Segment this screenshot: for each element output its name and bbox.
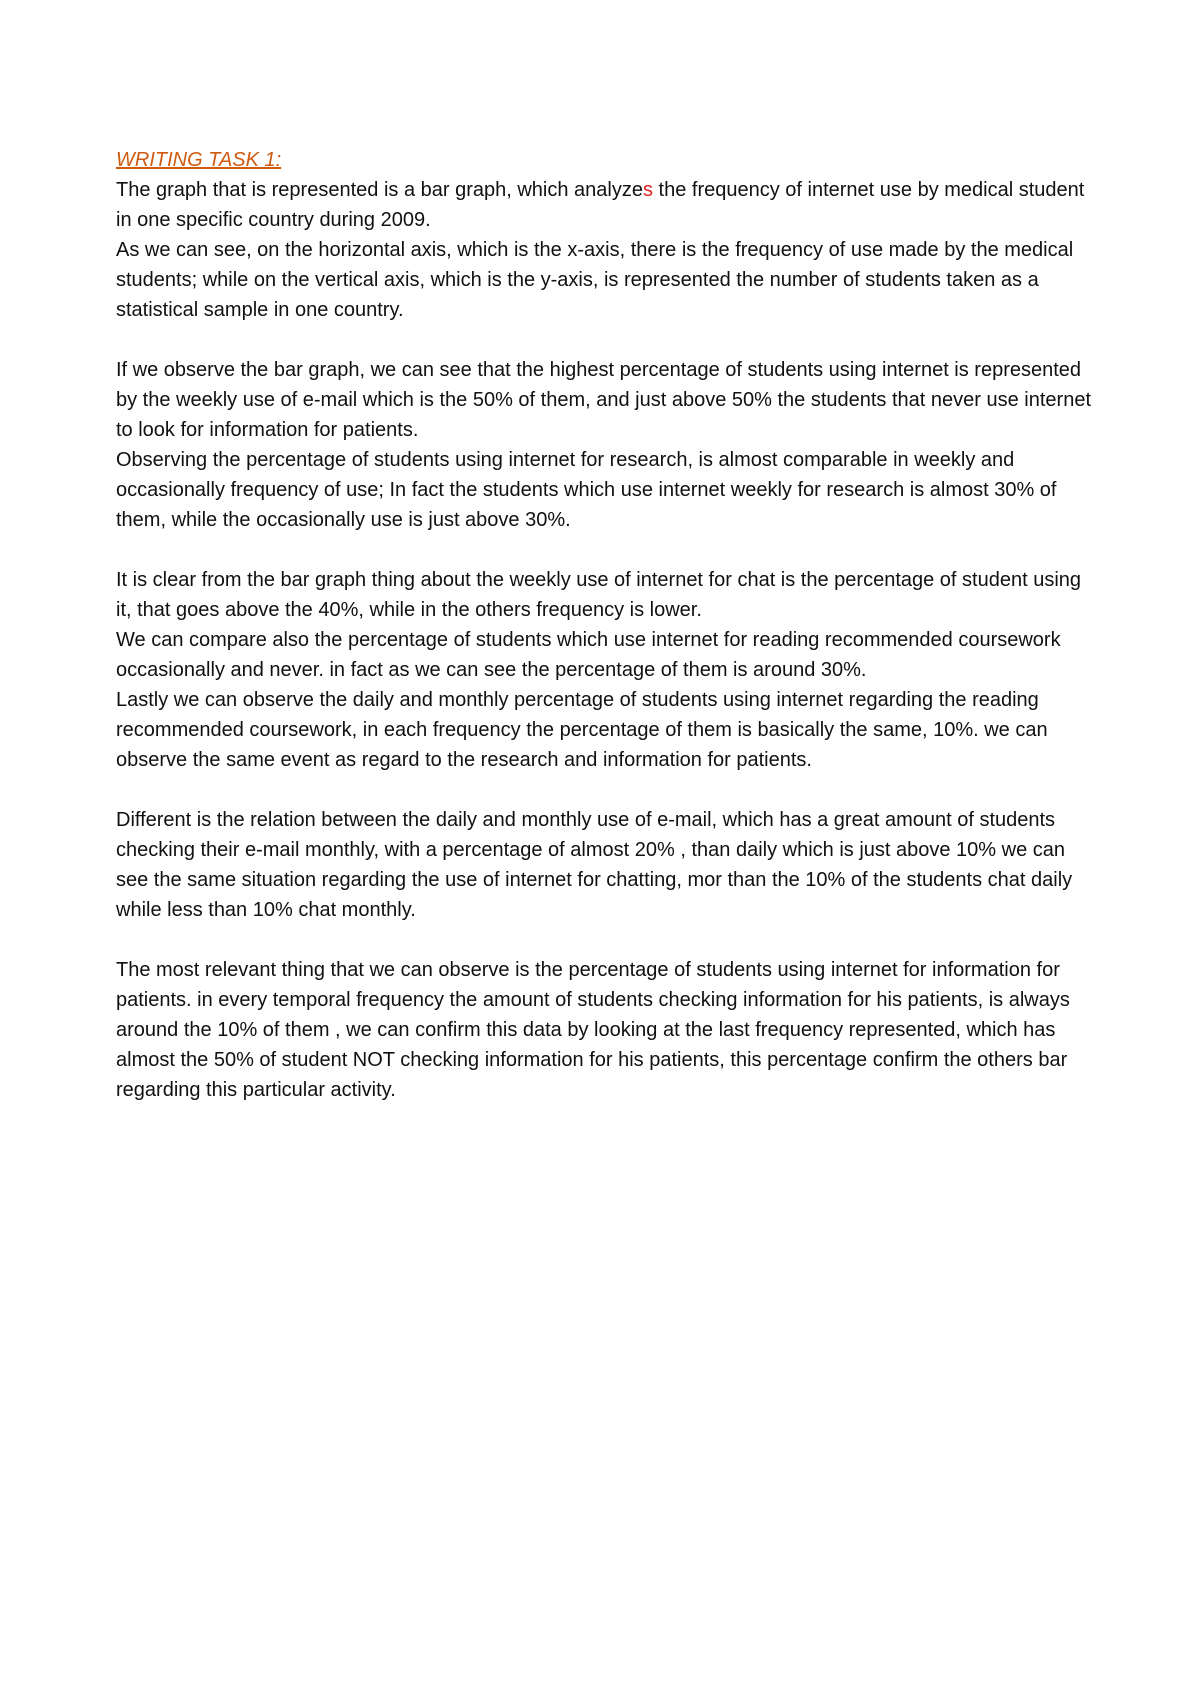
paragraph-intro-part-a: The graph that is represented is a bar graph, which analyze — [116, 179, 643, 201]
paragraph-highest-percentage: If we observe the bar graph, we can see that the highest percentage of students using internet is represented by the weekly use of e-mail which is the 50% of them, and just above 50% the students that never use internet to look for information for patients. — [116, 359, 1091, 441]
paragraph-email-relation: Different is the relation between the daily and monthly use of e-mail, which has a great amount of students checking their e-mail monthly, with a percentage of almost 20% , than daily which is just above 10% we can see the same situation regarding the use of internet for chatting, mor than the 10% of the students chat daily while less than 10% chat monthly. — [116, 809, 1073, 921]
heading-wrapper — [116, 145, 1096, 175]
paragraph-daily-monthly: Lastly we can observe the daily and monthly percentage of students using internet regarding the reading recommended coursework, in each frequency the percentage of them is basically the same, 10%. we can observe the same event as regard to the research and information for patients. — [116, 689, 1048, 771]
paragraph-coursework: We can compare also the percentage of students which use internet for reading recommended coursework occasionally and never. in fact as we can see the percentage of them is around 30%. — [116, 629, 1061, 681]
paragraph-intro — [116, 175, 1096, 235]
document-body — [116, 145, 1096, 1105]
task-heading: WRITING TASK 1: — [116, 149, 282, 171]
paragraph-research: Observing the percentage of students using internet for research, is almost comparable in weekly and occasionally frequency of use; In fact the students which use internet weekly for research is almost 30% of them, while the occasionally use is just above 30%. — [116, 449, 1057, 531]
paragraph-gap — [116, 535, 1096, 565]
paragraph-gap — [116, 925, 1096, 955]
paragraph-chat: It is clear from the bar graph thing about the weekly use of internet for chat is the percentage of student using it, that goes above the 40%, while in the others frequency is lower. — [116, 569, 1082, 621]
paragraph-gap — [116, 775, 1096, 805]
paragraph-gap — [116, 325, 1096, 355]
paragraph-intro-part-c: the frequency of internet use by medical student in one specific country during 2009. — [116, 179, 1085, 231]
paragraph-conclusion: The most relevant thing that we can observe is the percentage of students using internet for information for patients. in every temporal frequency the amount of students checking information for his patients, is always around the 10% of them , we can confirm this data by looking at the last frequency represented, which has almost the 50% of student NOT checking information for his patients, this percentage confirm the others bar regarding this particular activity. — [116, 959, 1070, 1101]
paragraph-axes: As we can see, on the horizontal axis, which is the x-axis, there is the frequency of use made by the medical students; while on the vertical axis, which is the y-axis, is represented the number of students taken as a statistical sample in one country. — [116, 239, 1074, 321]
highlighted-letter: s — [642, 179, 653, 201]
